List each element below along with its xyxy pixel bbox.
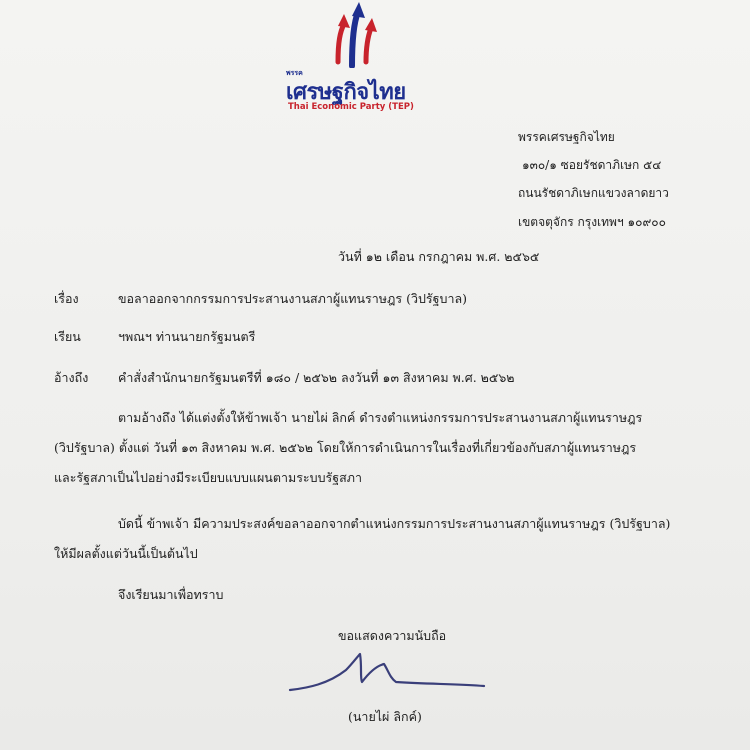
logo-party-name: เศรษฐกิจไทย [286,80,406,105]
subject-label: เรื่อง [54,291,79,306]
regards: ขอแสดงความนับถือ [338,628,447,643]
paragraph-2-line-1: บัดนี้ ข้าพเจ้า มีความประสงค์ขอลาออกจากตำแหน่งกรรมการประสานงานสภาผู้แทนราษฎร (วิปรัฐบาล) [118,516,671,531]
paragraph-2-line-2: ให้มีผลตั้งแต่วันนี้เป็นต้นไป [54,546,198,561]
paragraph-1-line-2: (วิปรัฐบาล) ตั้งแต่ วันที่ ๑๓ สิงหาคม พ.ศ. ๒๕๖๒ โดยให้การดำเนินการในเรื่องที่เกี่ยวข้องกับสภาผู้แทนราษฎร [54,440,637,455]
subject-text: ขอลาออกจากกรรมการประสานงานสภาผู้แทนราษฎร (วิปรัฐบาล) [118,291,468,306]
logo-prefix: พรรค [286,69,303,77]
reference-label: อ้างถึง [54,370,89,385]
address-line-3: ถนนรัชดาภิเษกแขวงลาดยาว [518,186,669,200]
closing-line: จึงเรียนมาเพื่อทราบ [118,587,224,602]
address-line-1: พรรคเศรษฐกิจไทย [518,130,615,144]
letter-date: วันที่ ๑๒ เดือน กรกฎาคม พ.ศ. ๒๕๖๕ [338,249,540,264]
recipient-text: ฯพณฯ ท่านนายกรัฐมนตรี [118,329,256,344]
party-logo [282,2,432,112]
recipient-label: เรียน [54,329,81,344]
paragraph-1-line-1: ตามอ้างถึง ได้แต่งตั้งให้ข้าพเจ้า นายไผ่ ลิกค์ ดำรงตำแหน่งกรรมการประสานงานสภาผู้แทนราษฎร [118,410,643,425]
logo-english-name: Thai Economic Party (TEP) [288,102,414,112]
arrows-icon [324,2,384,68]
address-line-2: ๑๓๐/๑ ซอยรัชดาภิเษก ๕๔ [522,158,662,172]
reference-text: คำสั่งสำนักนายกรัฐมนตรีที่ ๑๘๐ / ๒๕๖๒ ลงวันที่ ๑๓ สิงหาคม พ.ศ. ๒๕๖๒ [118,370,515,385]
paragraph-1-line-3: และรัฐสภาเป็นไปอย่างมีระเบียบแบบแผนตามระบบรัฐสภา [54,470,363,485]
address-line-4: เขตจตุจักร กรุงเทพฯ ๑๐๙๐๐ [518,215,666,229]
signer-name: (นายไผ่ ลิกค์) [348,709,422,724]
